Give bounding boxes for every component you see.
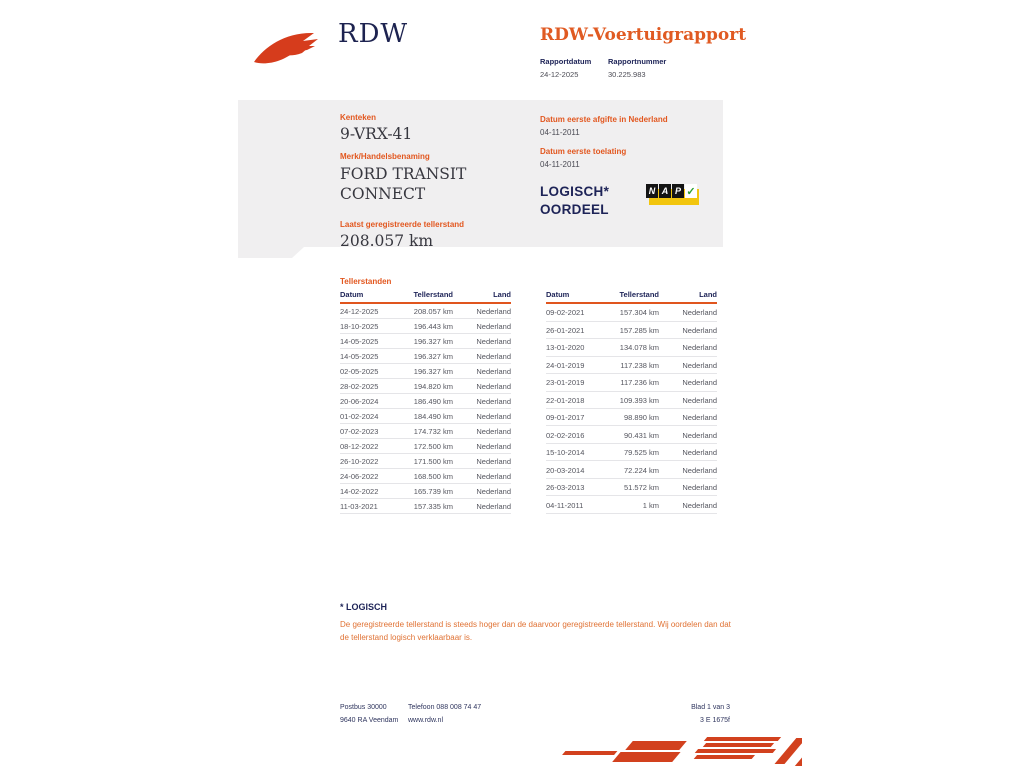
table-cell: Nederland (659, 426, 717, 443)
toelating-value: 04-11-2011 (540, 160, 580, 169)
table-row (546, 356, 717, 373)
table-cell: 186.490 km (405, 394, 453, 409)
column-header-datum: Datum (340, 290, 405, 303)
table-row (546, 391, 717, 408)
table-row (340, 379, 511, 394)
table-cell: 02-02-2016 (546, 426, 611, 443)
afgifte-value: 04-11-2011 (540, 128, 580, 137)
merk-value: FORD TRANSIT CONNECT (340, 165, 467, 203)
column-header-tellerstand: Tellerstand (405, 290, 453, 303)
table-cell: 196.327 km (405, 334, 453, 349)
table-cell: Nederland (453, 499, 511, 514)
table-cell: 157.285 km (611, 321, 659, 338)
table-cell: 09-02-2021 (546, 303, 611, 321)
table-row (340, 424, 511, 439)
odometer-table-left (340, 290, 511, 514)
table-cell: 79.525 km (611, 443, 659, 460)
table-cell: 26-01-2021 (546, 321, 611, 338)
table-cell: Nederland (659, 391, 717, 408)
table-cell: 02-05-2025 (340, 364, 405, 379)
table-cell: Nederland (453, 349, 511, 364)
page-title: RDW-Voertuigrapport (540, 25, 747, 45)
table-cell: 24-12-2025 (340, 303, 405, 319)
report-meta (540, 57, 666, 79)
table-cell: Nederland (453, 439, 511, 454)
kenteken-value: 9-VRX-41 (340, 125, 413, 143)
table-cell: 196.443 km (405, 319, 453, 334)
table-cell: 24-06-2022 (340, 469, 405, 484)
merk-label: Merk/Handelsbenaming (340, 152, 430, 161)
table-cell: Nederland (453, 379, 511, 394)
table-cell: Nederland (659, 303, 717, 321)
footer-website: www.rdw.nl (408, 717, 444, 724)
rdw-stripes-graphic (540, 736, 802, 768)
table-cell: 24-01-2019 (546, 356, 611, 373)
table-cell: 51.572 km (611, 478, 659, 495)
table-cell: 184.490 km (405, 409, 453, 424)
column-header-land: Land (659, 290, 717, 303)
footer-contact (408, 701, 481, 727)
table-cell: 14-05-2025 (340, 349, 405, 364)
tellerstand-value: 208.057 km (340, 232, 434, 250)
column-header-datum: Datum (546, 290, 611, 303)
table-cell: 171.500 km (405, 454, 453, 469)
table-cell: 1 km (611, 496, 659, 514)
table-cell: 11-03-2021 (340, 499, 405, 514)
table-row (340, 334, 511, 349)
table-cell: 20-03-2014 (546, 461, 611, 478)
table-row (340, 319, 511, 334)
footer-page-indicator: Blad 1 van 3 (691, 704, 730, 711)
table-cell: 14-05-2025 (340, 334, 405, 349)
table-cell: Nederland (659, 478, 717, 495)
table-cell: 194.820 km (405, 379, 453, 394)
table-row (340, 364, 511, 379)
footer-address (340, 701, 398, 727)
footer-city: 9640 RA Veendam (340, 717, 399, 724)
table-cell: 157.304 km (611, 303, 659, 321)
report-date (540, 57, 608, 79)
table-cell: 174.732 km (405, 424, 453, 439)
report-number-label: Rapportnummer (608, 57, 667, 66)
tellerstanden-heading: Tellerstanden (340, 277, 392, 286)
table-cell: Nederland (453, 303, 511, 319)
nap-tiles (646, 184, 697, 198)
table-cell: 168.500 km (405, 469, 453, 484)
oordeel-line2: OORDEEL (540, 202, 609, 217)
footnote-body: De geregistreerde tellerstand is steeds hoger dan de daarvoor geregistreerde tellerstand. Wij oordelen dan dat de tellerstand logisch verklaarbaar is. (340, 620, 731, 642)
table-cell: 04-11-2011 (546, 496, 611, 514)
afgifte-label: Datum eerste afgifte in Nederland (540, 115, 668, 124)
table-row (340, 484, 511, 499)
table-cell: Nederland (453, 409, 511, 424)
table-cell: Nederland (659, 496, 717, 514)
table-row (546, 408, 717, 425)
rdw-wing-logo-icon (252, 20, 334, 68)
report-number-value: 30.225.983 (608, 70, 646, 79)
table-header-row (340, 290, 511, 303)
table-row (546, 303, 717, 321)
table-row (546, 461, 717, 478)
table-cell: 20-06-2024 (340, 394, 405, 409)
report-date-value: 24-12-2025 (540, 70, 579, 79)
footer-form-code: 3 E 1675f (700, 717, 730, 724)
odometer-table-right (546, 290, 717, 514)
table-cell: 208.057 km (405, 303, 453, 319)
table-cell: 196.327 km (405, 349, 453, 364)
table-row (340, 303, 511, 319)
table-cell: 18-10-2025 (340, 319, 405, 334)
table-cell: 117.238 km (611, 356, 659, 373)
nap-logo (646, 184, 702, 209)
table-cell: 134.078 km (611, 339, 659, 356)
table-row (546, 443, 717, 460)
table-row (546, 478, 717, 495)
table-cell: 09-01-2017 (546, 408, 611, 425)
column-header-tellerstand: Tellerstand (611, 290, 659, 303)
table-cell: 90.431 km (611, 426, 659, 443)
table-cell: Nederland (659, 408, 717, 425)
table-cell: Nederland (453, 319, 511, 334)
table-cell: Nederland (659, 356, 717, 373)
table-cell: 72.224 km (611, 461, 659, 478)
table-cell: 07-02-2023 (340, 424, 405, 439)
oordeel-line1: LOGISCH* (540, 184, 610, 199)
table-cell: 109.393 km (611, 391, 659, 408)
table-cell: 98.890 km (611, 408, 659, 425)
table-cell: Nederland (659, 374, 717, 391)
report-date-label: Rapportdatum (540, 57, 592, 66)
table-cell: Nederland (659, 461, 717, 478)
rdw-logo-text: RDW (338, 19, 409, 49)
table-cell: Nederland (453, 364, 511, 379)
table-row (546, 374, 717, 391)
table-header-row (546, 290, 717, 303)
table-cell: 26-03-2013 (546, 478, 611, 495)
table-cell: 28-02-2025 (340, 379, 405, 394)
table-cell: 14-02-2022 (340, 484, 405, 499)
tellerstanden-tables (340, 290, 717, 514)
nap-letter-a: A (659, 184, 671, 198)
table-row (546, 321, 717, 338)
table-cell: Nederland (453, 454, 511, 469)
toelating-label: Datum eerste toelating (540, 147, 627, 156)
column-header-land: Land (453, 290, 511, 303)
table-cell: Nederland (453, 424, 511, 439)
nap-letter-n: N (646, 184, 658, 198)
table-row (340, 349, 511, 364)
footer-postbus: Postbus 30000 (340, 704, 387, 711)
vehicle-summary-box (238, 100, 723, 250)
table-cell: 22-01-2018 (546, 391, 611, 408)
table-cell: 15-10-2014 (546, 443, 611, 460)
table-cell: Nederland (453, 484, 511, 499)
nap-letter-p: P (672, 184, 684, 198)
table-cell: Nederland (659, 339, 717, 356)
table-row (340, 439, 511, 454)
table-cell: Nederland (453, 394, 511, 409)
table-cell: 08-12-2022 (340, 439, 405, 454)
footnote-heading: * LOGISCH (340, 602, 388, 612)
footer-page-info (691, 701, 730, 727)
table-cell: 165.739 km (405, 484, 453, 499)
table-row (340, 394, 511, 409)
table-cell: 01-02-2024 (340, 409, 405, 424)
table-cell: 117.236 km (611, 374, 659, 391)
tellerstand-label: Laatst geregistreerde tellerstand (340, 220, 465, 229)
table-cell: 172.500 km (405, 439, 453, 454)
table-row (340, 409, 511, 424)
summary-left-column (340, 113, 530, 250)
table-cell: Nederland (659, 443, 717, 460)
table-row (546, 339, 717, 356)
table-cell: 13-01-2020 (546, 339, 611, 356)
footer-phone: Telefoon 088 008 74 47 (408, 704, 482, 711)
table-cell: 23-01-2019 (546, 374, 611, 391)
table-cell: Nederland (453, 469, 511, 484)
table-cell: Nederland (659, 321, 717, 338)
table-cell: Nederland (453, 334, 511, 349)
table-cell: 26-10-2022 (340, 454, 405, 469)
nap-checkmark-icon: ✓ (686, 185, 696, 198)
table-row (340, 469, 511, 484)
page-footer (340, 701, 730, 729)
table-row (340, 454, 511, 469)
table-cell: 196.327 km (405, 364, 453, 379)
kenteken-label: Kenteken (340, 113, 377, 122)
table-cell: 157.335 km (405, 499, 453, 514)
table-row (546, 496, 717, 514)
report-number (608, 57, 666, 79)
table-row (546, 426, 717, 443)
table-row (340, 499, 511, 514)
logisch-footnote (340, 602, 732, 644)
